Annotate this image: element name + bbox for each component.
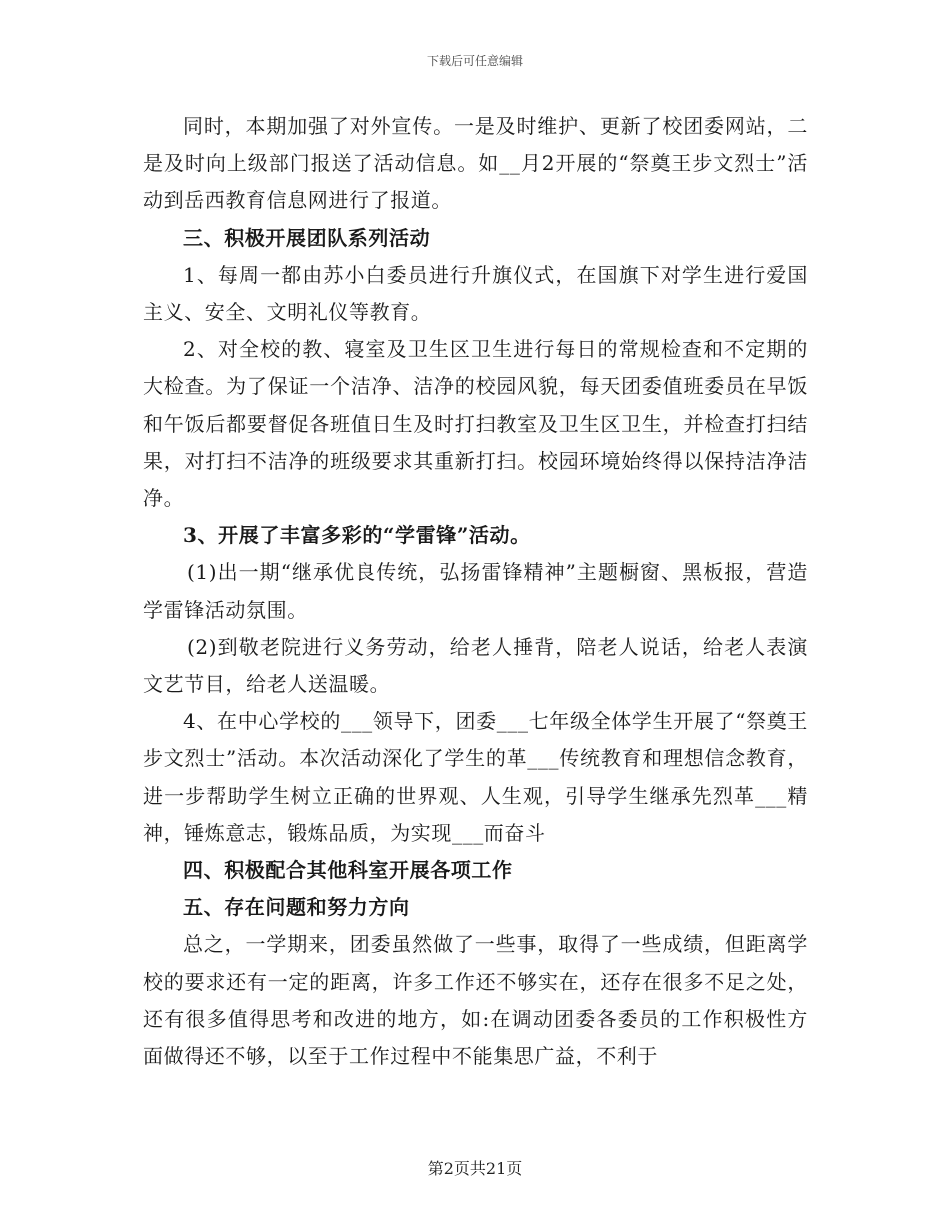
list-item-2: 2、对全校的教、寝室及卫生区卫生进行每日的常规检查和不定期的大检查。为了保证一个洁净、洁净的校园风貌，每天团委值班委员在早饭和午饭后都要督促各班值日生及时打扫教室及卫生区卫生，并检查打扫结果，对打扫不洁净的班级要求其重新打扫。校园环境始终得以保持洁净洁净。 — [143, 337, 808, 511]
paragraph-summary: 总之，一学期来，团委虽然做了一些事，取得了一些成绩，但距离学校的要求还有一定的距离，许多工作还不够实在，还存在很多不足之处，还有很多值得思考和改进的地方，如:在调动团委各委员的工作积极性方面做得还不够，以至于工作过程中不能集思广益，不利于 — [143, 932, 808, 1069]
sub-item-1: (1)出一期“继承优良传统，弘扬雷锋精神”主题橱窗、黑板报，营造学雷锋活动氛围。 — [143, 560, 808, 622]
paragraph-publicity: 同时，本期加强了对外宣传。一是及时维护、更新了校团委网站，二是及时向上级部门报送了活动信息。如__月2开展的“祭奠王步文烈士”活动到岳西教育信息网进行了报道。 — [143, 114, 808, 213]
list-item-1: 1、每周一都由苏小白委员进行升旗仪式，在国旗下对学生进行爱国主义、安全、文明礼仪等教育。 — [143, 262, 808, 325]
list-item-4: 4、在中心学校的___领导下，团委___七年级全体学生开展了“祭奠王步文烈士”活动。本次活动深化了学生的革___传统教育和理想信念教育，进一步帮助学生树立正确的世界观、人生观，引导学生继承先烈革___精神，锤炼意志，锻炼品质，为实现___而奋斗 — [143, 709, 808, 845]
document-body — [143, 108, 808, 1075]
section-heading-3: 三、积极开展团队系列活动 — [183, 225, 431, 250]
download-note: 下载后可任意编辑 — [426, 54, 523, 68]
section-heading-5: 五、存在问题和努力方向 — [183, 895, 410, 920]
sub-item-2: (2)到敬老院进行义务劳动，给老人捶背，陪老人说话，给老人表演文艺节目，给老人送温暖。 — [143, 634, 808, 697]
page-number: 第2页共21页 — [427, 1159, 523, 1178]
section-heading-4: 四、积极配合其他科室开展各项工作 — [183, 858, 513, 883]
list-item-3-heading: 3、开展了丰富多彩的“学雷锋”活动。 — [183, 523, 531, 548]
